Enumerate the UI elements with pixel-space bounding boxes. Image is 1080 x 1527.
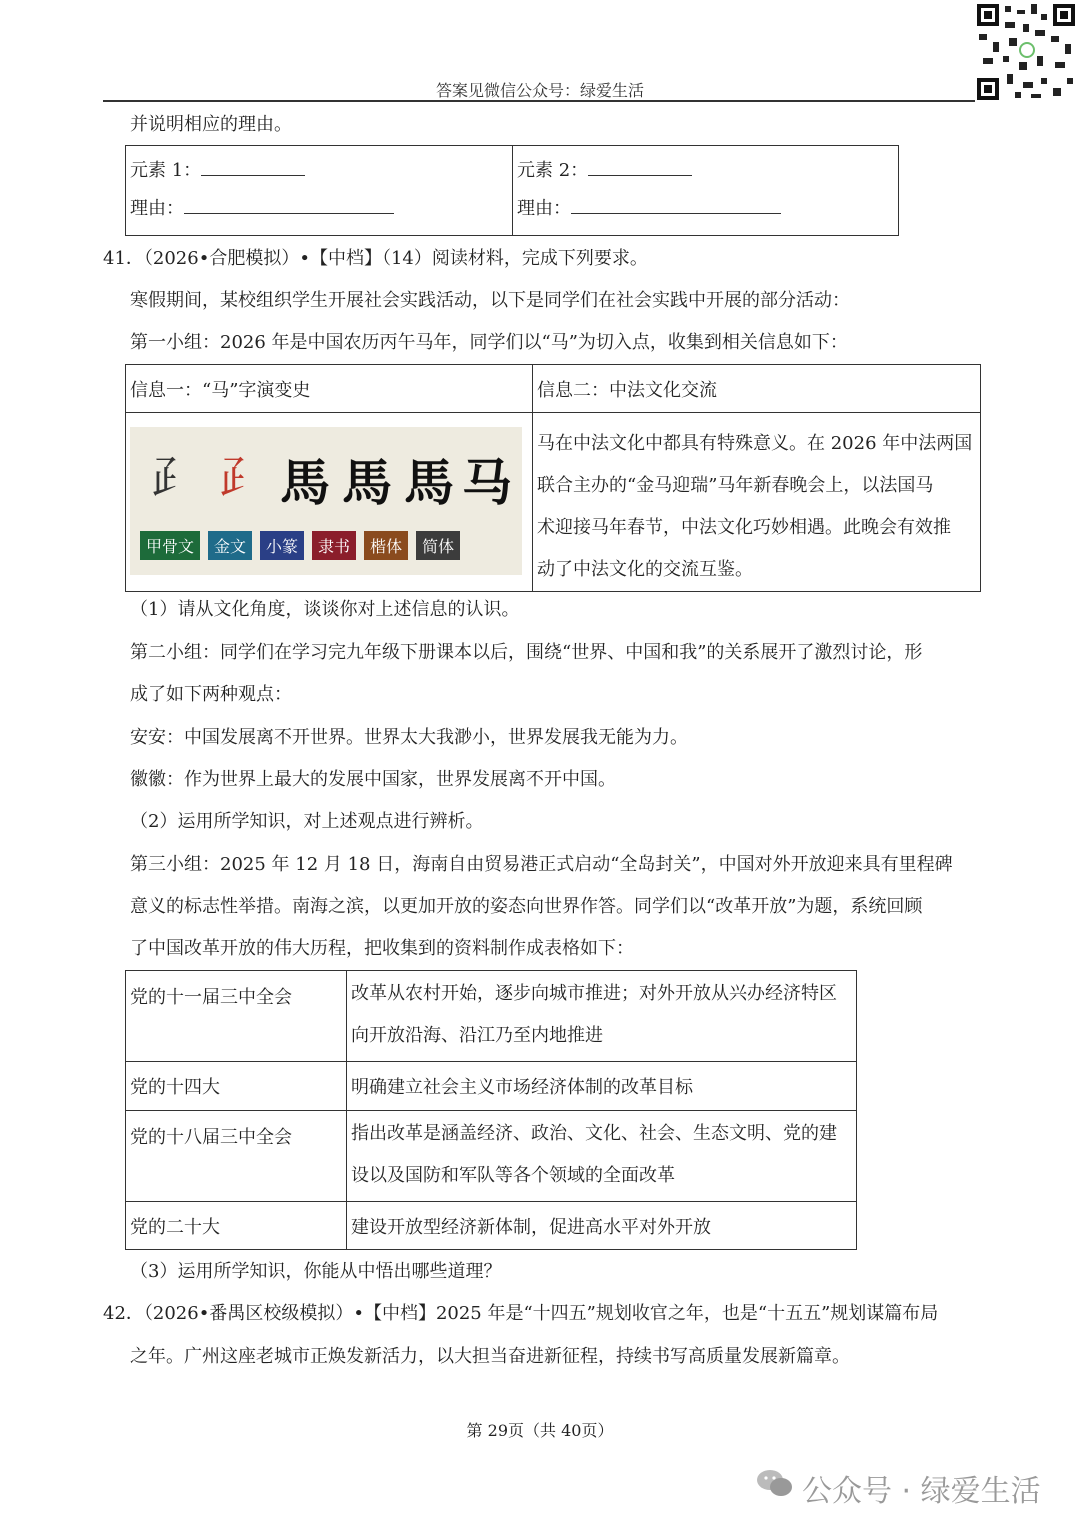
horse-evolution-image [126, 413, 533, 592]
wechat-icon [756, 1468, 794, 1498]
reform-content-line: 改革从农村开始，逐步向城市推进；对外开放从兴办经济特区 [351, 983, 837, 1004]
label-regular: 楷体 [364, 531, 408, 560]
reform-meeting: 党的二十大 [126, 1202, 347, 1250]
label-seal: 小篆 [260, 531, 304, 560]
question-2: （2）运用所学知识，对上述观点进行辨析。 [130, 811, 484, 832]
q40-continuation: 并说明相应的理由。 [130, 114, 292, 135]
q41-heading: 41．（2026•合肥模拟）•【中档】（14）阅读材料，完成下列要求。 [103, 248, 648, 269]
reason2-blank[interactable] [571, 197, 781, 214]
label-oracle: 甲骨文 [140, 531, 200, 560]
huihui-view: 徽徽：作为世界上最大的发展中国家，世界发展离不开中国。 [130, 769, 616, 790]
question-1: （1）请从文化角度，谈谈你对上述信息的认识。 [130, 599, 520, 620]
label-bronze: 金文 [208, 531, 252, 560]
q42-text: 之年。广州这座老城市正焕发新活力，以大担当奋进新征程，持续书写高质量发展新篇章。 [130, 1346, 850, 1367]
header-rule [103, 100, 980, 102]
label-simplified: 简体 [416, 531, 460, 560]
regular-horse-glyph: 馬 [404, 453, 454, 512]
qr-code [975, 2, 1077, 102]
group3-text: 第三小组：2025 年 12 月 18 日，海南自由贸易港正式启动“全岛封关”，中国对外开放迎来具有里程碑 [130, 854, 953, 875]
reform-content-line: 指出改革是涵盖经济、政治、文化、社会、生态文明、党的建 [351, 1123, 837, 1144]
info2-header: 信息二：中法文化交流 [533, 365, 981, 413]
reform-content: 建设开放型经济新体制，促进高水平对外开放 [347, 1202, 857, 1250]
page-number: 第 29页（共 40页） [466, 1421, 614, 1440]
group2-text: 第二小组：同学们在学习完九年级下册课本以后，围绕“世界、中国和我”的关系展开了激烈讨论，形 [130, 642, 923, 663]
info1-header: 信息一：“马”字演变史 [126, 365, 533, 413]
info2-line: 术迎接马年春节，中法文化巧妙相遇。此晚会有效推 [537, 517, 951, 538]
seal-horse-glyph: 馬 [280, 453, 330, 512]
element1-cell [126, 146, 513, 236]
q42-heading: 42．（2026•番禺区校级模拟）•【中档】2025 年是“十四五”规划收官之年，也是“十五五”规划谋篇布局 [103, 1303, 939, 1324]
reason1-label: 理由： [130, 198, 184, 219]
group2-text-cont: 成了如下两种观点： [130, 684, 292, 705]
element1-label: 元素 1： [130, 160, 202, 181]
reform-content [347, 1111, 857, 1202]
element2-cell [513, 146, 899, 236]
reform-content-line: 设以及国防和军队等各个领域的全面改革 [351, 1165, 675, 1186]
reform-table [125, 970, 857, 1250]
oracle-horse-glyph: ⺪ [152, 450, 198, 504]
info2-content [533, 413, 981, 592]
reform-content: 明确建立社会主义市场经济体制的改革目标 [347, 1062, 857, 1111]
element2-label: 元素 2： [517, 160, 589, 181]
simplified-horse-glyph: 马 [462, 453, 512, 512]
info2-line: 联合主办的“金马迎瑞”马年新春晚会上，以法国马 [537, 475, 934, 496]
element2-blank[interactable] [588, 159, 692, 176]
reform-content-line: 向开放沿海、沿江乃至内地推进 [351, 1025, 603, 1046]
reform-meeting: 党的十八届三中全会 [126, 1111, 347, 1202]
info2-line: 马在中法文化中都具有特殊意义。在 2026 年中法两国 [537, 433, 973, 454]
group3-text-cont: 意义的标志性举措。南海之滨，以更加开放的姿态向世界作答。同学们以“改革开放”为题，系统回顾 [130, 896, 923, 917]
reason1-blank[interactable] [184, 197, 394, 214]
clerical-horse-glyph: 馬 [342, 453, 392, 512]
element1-blank[interactable] [201, 159, 305, 176]
question-3: （3）运用所学知识，你能从中悟出哪些道理？ [130, 1261, 502, 1282]
group1-text: 第一小组：2026 年是中国农历丙午马年，同学们以“马”为切入点，收集到相关信息如下： [130, 332, 848, 353]
q40-answer-table [125, 145, 899, 236]
script-labels [140, 531, 460, 560]
q41-intro: 寒假期间，某校组织学生开展社会实践活动，以下是同学们在社会实践中开展的部分活动： [130, 290, 850, 311]
anan-view: 安安：中国发展离不开世界。世界太大我渺小，世界发展我无能为力。 [130, 727, 688, 748]
group3-text-cont2: 了中国改革开放的伟大历程，把收集到的资料制作成表格如下： [130, 938, 634, 959]
page-header: 答案见微信公众号：绿爱生活 [435, 81, 644, 100]
bronze-horse-glyph: ⺪ [220, 450, 266, 504]
info2-line: 动了中法文化的交流互鉴。 [537, 559, 753, 580]
info-table [125, 364, 981, 592]
reform-content [347, 971, 857, 1062]
watermark-text: 公众号 · 绿爱生活 [802, 1474, 1041, 1509]
reform-meeting: 党的十一届三中全会 [126, 971, 347, 1062]
reform-meeting: 党的十四大 [126, 1062, 347, 1111]
label-clerical: 隶书 [312, 531, 356, 560]
reason2-label: 理由： [517, 198, 571, 219]
